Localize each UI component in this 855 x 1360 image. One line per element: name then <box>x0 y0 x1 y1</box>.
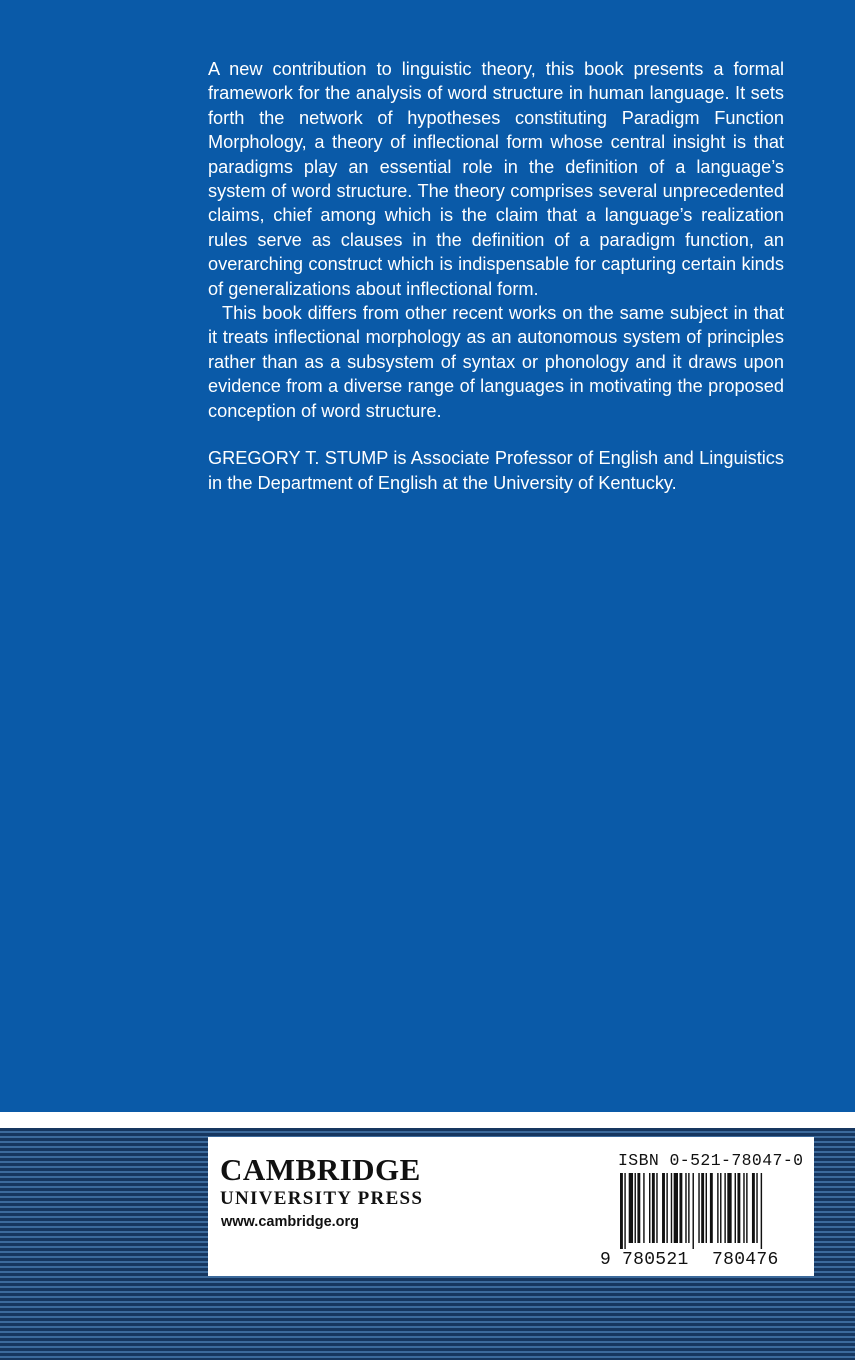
barcode-digits-left: 780521 <box>622 1250 689 1270</box>
publisher-website: www.cambridge.org <box>221 1214 360 1230</box>
cover-divider <box>0 1112 855 1128</box>
barcode-digits <box>600 1249 790 1273</box>
barcode-digit-lead: 9 <box>600 1250 612 1270</box>
barcode-icon <box>618 1173 788 1249</box>
isbn-label: ISBN 0-521-78047-0 <box>618 1151 804 1170</box>
blurb-text <box>208 57 784 495</box>
publisher-logo-name: CAMBRIDGE <box>220 1152 421 1187</box>
publisher-panel <box>208 1137 814 1276</box>
blurb-paragraph: A new contribution to linguistic theory, this book presents a formal framework for the analysis of word structure in human language. It sets forth the network of hypotheses constituting Paradigm Function Morphology, a theory of inflectional form whose central insight is that paradigms play an essential role in the definition of a language’s system of word structure. The theory comprises several unprecedented claims, chief among which is the claim that a language’s realization rules serve as clauses in the definition of a paradigm function, an overarching construct which is indispensable for capturing certain kinds of generalizations about inflectional form. <box>208 59 784 299</box>
blurb-paragraph: This book differs from other recent works on the same subject in that it treats inflectional morphology as an autonomous system of principles rather than as a subsystem of syntax or phonology and it draws upon evidence from a diverse range of languages in motivating the proposed conception of word structure. <box>208 303 784 421</box>
author-note: GREGORY T. STUMP is Associate Professor of English and Linguistics in the Department of English at the University of Kentucky. <box>208 448 784 493</box>
publisher-logo-subname: UNIVERSITY PRESS <box>220 1188 424 1209</box>
barcode-digits-right: 780476 <box>712 1250 779 1270</box>
